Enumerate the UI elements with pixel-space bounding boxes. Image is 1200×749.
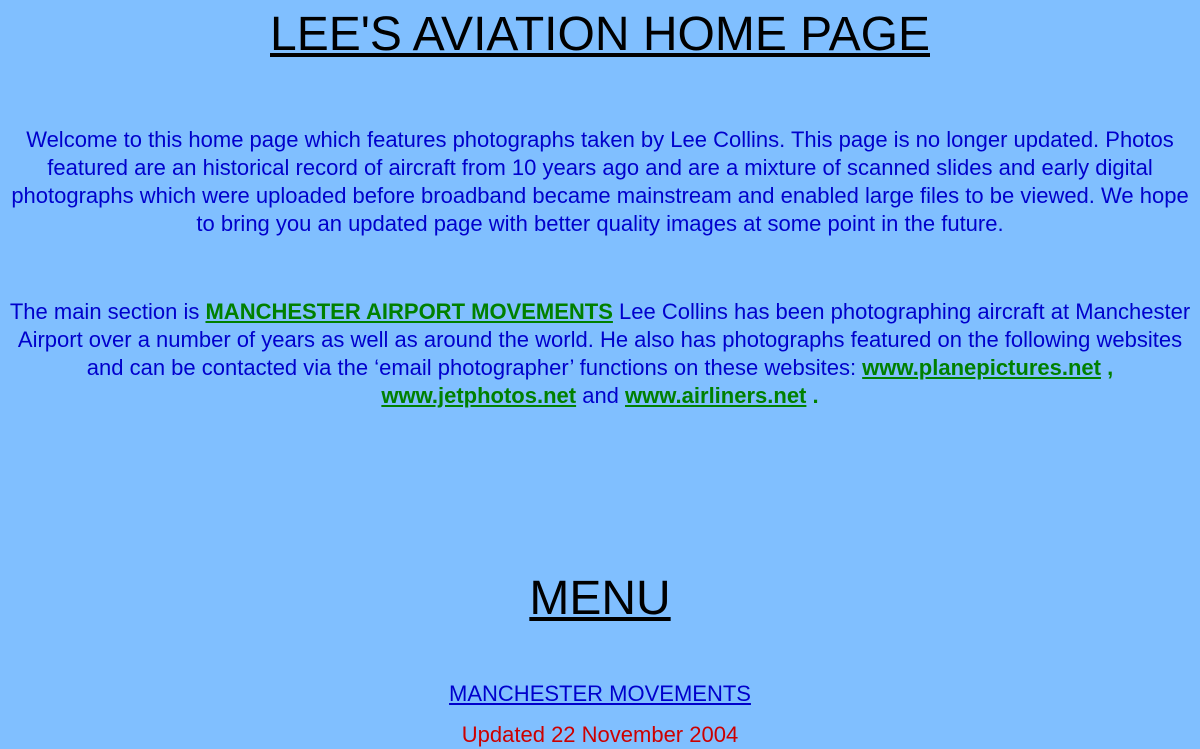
separator-comma: , [1100, 355, 1114, 380]
intro-paragraph: Welcome to this home page which features photographs taken by Lee Collins. This page is no longer updated. Photos featured are an historical record of aircraft from 10 years ago and are a mixture of scanned slides and early digital photographs which were uploaded before broadband became mainstream and enabled large files to be viewed. We hope to bring you an updated page with better quality images at some point in the future. [11, 127, 1189, 236]
manchester-movements-link[interactable]: MANCHESTER MOVEMENTS [449, 681, 751, 706]
jetphotos-link[interactable]: www.jetphotos.net [381, 383, 577, 408]
separator-and: and [576, 383, 626, 408]
manchester-airport-movements-link[interactable]: MANCHESTER AIRPORT MOVEMENTS [205, 299, 613, 324]
main-section-body: Lee Collins has been photographing aircraft at Manchester Airport over a number of years as well as around the world. He also has photographs featured on the following websites and can be contacted via the ‘email photographer’ functions on these websites: [17, 299, 1191, 380]
airliners-link[interactable]: www.airliners.net [625, 383, 807, 408]
end-period: . [806, 383, 819, 408]
menu-heading: MENU [529, 572, 671, 625]
page-title: LEE'S AVIATION HOME PAGE [270, 8, 930, 61]
updated-date-text: Updated 22 November 2004 [461, 722, 739, 747]
main-section-prefix: The main section is [9, 299, 206, 324]
menu-item [0, 680, 1200, 708]
planepictures-link[interactable]: www.planepictures.net [862, 355, 1101, 380]
main-section-paragraph [8, 298, 1192, 410]
